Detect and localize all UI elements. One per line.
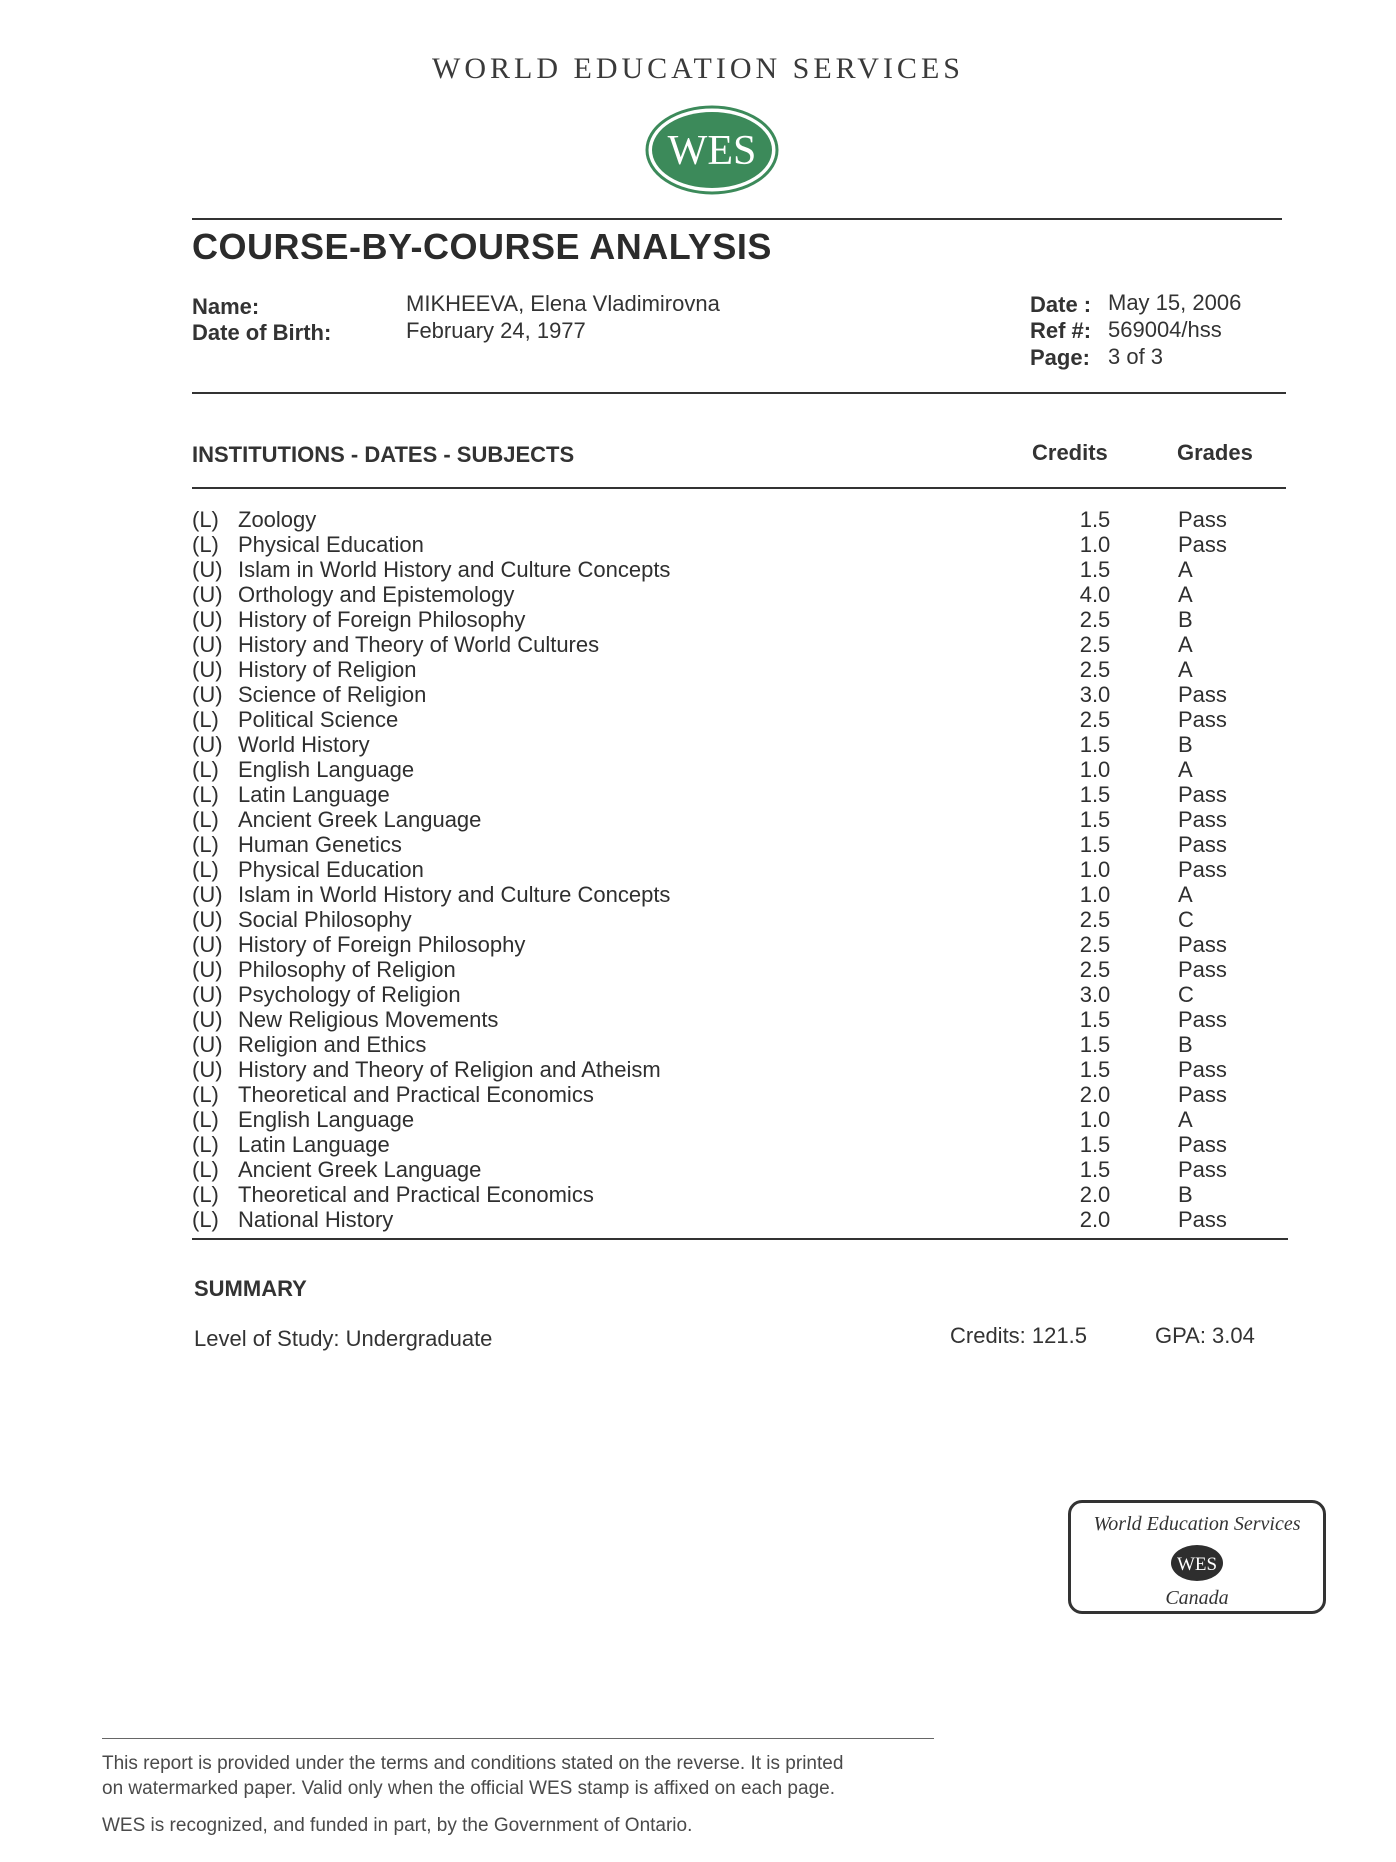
course-grade: A: [1178, 757, 1193, 782]
stamp-country: Canada: [1165, 1587, 1229, 1609]
course-credits: 1.5: [1079, 507, 1111, 532]
footer-line-2: on watermarked paper. Valid only when the official WES stamp is affixed on each page.: [102, 1778, 835, 1799]
summary-level: Level of Study: Undergraduate: [194, 1326, 493, 1351]
course-grade: Pass: [1178, 807, 1227, 832]
table-row: [192, 1107, 1292, 1132]
course-credits: 1.5: [1079, 1057, 1111, 1082]
course-subject: History of Foreign Philosophy: [238, 607, 526, 632]
course-grade: Pass: [1178, 832, 1227, 857]
table-row: [192, 582, 1292, 607]
course-credits: 1.0: [1079, 882, 1111, 907]
table-row: [192, 657, 1292, 682]
course-level: (L): [192, 1132, 219, 1157]
course-credits: 2.5: [1079, 957, 1111, 982]
course-level: (L): [192, 832, 219, 857]
course-level: (L): [192, 757, 219, 782]
table-row: [192, 632, 1292, 657]
table-row: [192, 882, 1292, 907]
course-subject: Social Philosophy: [238, 907, 412, 932]
course-level: (L): [192, 857, 219, 882]
table-row: [192, 857, 1292, 882]
table-row: [192, 707, 1292, 732]
course-credits: 4.0: [1079, 582, 1111, 607]
page-label: Page:: [1030, 345, 1090, 370]
course-grade: Pass: [1178, 1207, 1227, 1232]
course-grade: Pass: [1178, 682, 1227, 707]
course-subject: Theoretical and Practical Economics: [238, 1182, 594, 1207]
date-label: Date :: [1030, 292, 1092, 317]
course-subject: History and Theory of World Cultures: [238, 632, 600, 657]
course-subject: History of Foreign Philosophy: [238, 932, 526, 957]
course-level: (U): [192, 1032, 223, 1057]
course-level: (U): [192, 907, 223, 932]
course-credits: 1.5: [1079, 1132, 1111, 1157]
table-row: [192, 982, 1292, 1007]
course-level: (L): [192, 1182, 219, 1207]
course-credits: 2.5: [1079, 707, 1111, 732]
name-value: MIKHEEVA, Elena Vladimirovna: [406, 291, 720, 316]
course-subject: National History: [238, 1207, 394, 1232]
table-row: [192, 682, 1292, 707]
course-credits: 2.0: [1079, 1182, 1111, 1207]
course-grade: Pass: [1178, 857, 1227, 882]
table-row: [192, 607, 1292, 632]
ref-value: 569004/hss: [1108, 317, 1222, 342]
course-grade: A: [1178, 582, 1193, 607]
course-grade: Pass: [1178, 782, 1227, 807]
course-level: (L): [192, 807, 219, 832]
course-grade: A: [1178, 557, 1193, 582]
course-level: (L): [192, 782, 219, 807]
dob-value: February 24, 1977: [406, 318, 586, 343]
wes-logo: [644, 104, 780, 196]
course-subject: English Language: [238, 1107, 415, 1132]
table-bottom-rule: [192, 1238, 1288, 1240]
course-level: (L): [192, 707, 219, 732]
course-level: (U): [192, 557, 223, 582]
course-subject: World History: [238, 732, 370, 757]
course-level: (L): [192, 532, 219, 557]
course-credits: 1.5: [1079, 557, 1111, 582]
course-grade: B: [1178, 607, 1193, 632]
table-row: [192, 532, 1292, 557]
course-subject: Ancient Greek Language: [238, 1157, 482, 1182]
course-subject: History and Theory of Religion and Atheism: [238, 1057, 661, 1082]
page-value: 3 of 3: [1108, 344, 1164, 369]
course-grade: Pass: [1178, 957, 1227, 982]
info-rule: [192, 392, 1286, 394]
table-header-rule: [192, 487, 1286, 489]
course-subject: Orthology and Epistemology: [238, 582, 515, 607]
course-grade: A: [1178, 882, 1193, 907]
table-row: [192, 1132, 1292, 1157]
dob-label: Date of Birth:: [192, 320, 332, 345]
course-level: (U): [192, 632, 223, 657]
course-subject: Science of Religion: [238, 682, 427, 707]
table-row: [192, 832, 1292, 857]
summary-title: SUMMARY: [194, 1276, 307, 1301]
course-grade: Pass: [1178, 1082, 1227, 1107]
course-subject: Ancient Greek Language: [238, 807, 482, 832]
course-level: (U): [192, 657, 223, 682]
course-level: (L): [192, 1082, 219, 1107]
footer-line-3: WES is recognized, and funded in part, by the Government of Ontario.: [102, 1815, 693, 1836]
table-row: [192, 957, 1292, 982]
date-value: May 15, 2006: [1108, 290, 1242, 315]
course-subject: Philosophy of Religion: [238, 957, 456, 982]
stamp-organization: World Education Services: [1093, 1513, 1301, 1535]
course-level: (U): [192, 932, 223, 957]
course-credits: 1.5: [1079, 1007, 1111, 1032]
course-credits: 2.5: [1079, 607, 1111, 632]
course-grade: Pass: [1178, 1007, 1227, 1032]
course-credits: 1.5: [1079, 1157, 1111, 1182]
course-subject: Zoology: [238, 507, 317, 532]
organization-name: WORLD EDUCATION SERVICES: [432, 52, 964, 85]
document-title: COURSE-BY-COURSE ANALYSIS: [192, 226, 772, 267]
footer-line-1: This report is provided under the terms and conditions stated on the reverse. It is printed: [102, 1753, 844, 1774]
table-row: [192, 1082, 1292, 1107]
course-credits: 1.0: [1079, 857, 1111, 882]
course-grade: Pass: [1178, 1157, 1227, 1182]
course-subject: Physical Education: [238, 532, 424, 557]
course-level: (L): [192, 507, 219, 532]
stamp-logo-text: WES: [1176, 1554, 1218, 1575]
wes-logo-text: WES: [667, 128, 757, 174]
course-grade: B: [1178, 1032, 1193, 1057]
course-grade: Pass: [1178, 1132, 1227, 1157]
course-grade: C: [1178, 907, 1194, 932]
course-table: [192, 507, 1292, 1232]
course-subject: New Religious Movements: [238, 1007, 499, 1032]
course-grade: Pass: [1178, 932, 1227, 957]
official-stamp: [1068, 1500, 1326, 1614]
course-credits: 2.0: [1079, 1082, 1111, 1107]
course-subject: Political Science: [238, 707, 399, 732]
table-row: [192, 757, 1292, 782]
course-subject: Latin Language: [238, 1132, 390, 1157]
course-credits: 1.5: [1079, 732, 1111, 757]
course-credits: 3.0: [1079, 682, 1111, 707]
stamp-wes-logo: [1169, 1543, 1225, 1583]
table-row: [192, 507, 1292, 532]
header-rule: [192, 218, 1282, 220]
course-subject: Islam in World History and Culture Concepts: [238, 557, 671, 582]
course-credits: 2.5: [1079, 907, 1111, 932]
course-credits: 1.0: [1079, 757, 1111, 782]
course-credits: 1.5: [1079, 807, 1111, 832]
course-grade: B: [1178, 1182, 1193, 1207]
course-level: (L): [192, 1157, 219, 1182]
course-grade: Pass: [1178, 507, 1227, 532]
course-subject: Human Genetics: [238, 832, 402, 857]
course-subject: Islam in World History and Culture Concepts: [238, 882, 671, 907]
table-row: [192, 1157, 1292, 1182]
name-label: Name:: [192, 294, 260, 319]
course-grade: Pass: [1178, 1057, 1227, 1082]
course-subject: Religion and Ethics: [238, 1032, 427, 1057]
column-header-credits: Credits: [1032, 440, 1108, 465]
course-level: (U): [192, 1007, 223, 1032]
course-level: (U): [192, 1057, 223, 1082]
course-level: (U): [192, 982, 223, 1007]
course-credits: 1.5: [1079, 782, 1111, 807]
course-subject: Latin Language: [238, 782, 390, 807]
course-level: (L): [192, 1107, 219, 1132]
course-level: (L): [192, 1207, 219, 1232]
course-grade: A: [1178, 632, 1193, 657]
table-row: [192, 732, 1292, 757]
table-row: [192, 1207, 1292, 1232]
course-grade: C: [1178, 982, 1194, 1007]
course-level: (U): [192, 682, 223, 707]
table-row: [192, 1057, 1292, 1082]
table-row: [192, 807, 1292, 832]
course-credits: 2.5: [1079, 932, 1111, 957]
course-credits: 1.0: [1079, 532, 1111, 557]
course-credits: 2.0: [1079, 1207, 1111, 1232]
course-level: (U): [192, 582, 223, 607]
table-row: [192, 782, 1292, 807]
course-grade: A: [1178, 657, 1193, 682]
course-credits: 1.0: [1079, 1107, 1111, 1132]
table-row: [192, 557, 1292, 582]
summary-credits: Credits: 121.5: [950, 1323, 1087, 1348]
table-row: [192, 1032, 1292, 1057]
ref-label: Ref #:: [1030, 318, 1092, 343]
course-grade: A: [1178, 1107, 1193, 1132]
course-grade: Pass: [1178, 532, 1227, 557]
column-header-subjects: INSTITUTIONS - DATES - SUBJECTS: [192, 442, 575, 467]
course-subject: English Language: [238, 757, 415, 782]
course-credits: 1.5: [1079, 1032, 1111, 1057]
column-header-grades: Grades: [1177, 440, 1253, 465]
table-row: [192, 1007, 1292, 1032]
table-row: [192, 1182, 1292, 1207]
course-subject: History of Religion: [238, 657, 417, 682]
course-grade: B: [1178, 732, 1193, 757]
course-level: (U): [192, 607, 223, 632]
course-credits: 1.5: [1079, 832, 1111, 857]
course-grade: Pass: [1178, 707, 1227, 732]
course-level: (U): [192, 732, 223, 757]
course-level: (U): [192, 882, 223, 907]
course-credits: 3.0: [1079, 982, 1111, 1007]
course-subject: Theoretical and Practical Economics: [238, 1082, 594, 1107]
footer-rule: [102, 1738, 934, 1739]
course-subject: Psychology of Religion: [238, 982, 461, 1007]
table-row: [192, 932, 1292, 957]
summary-gpa: GPA: 3.04: [1155, 1323, 1255, 1348]
table-row: [192, 907, 1292, 932]
course-level: (U): [192, 957, 223, 982]
course-credits: 2.5: [1079, 632, 1111, 657]
course-subject: Physical Education: [238, 857, 424, 882]
course-credits: 2.5: [1079, 657, 1111, 682]
